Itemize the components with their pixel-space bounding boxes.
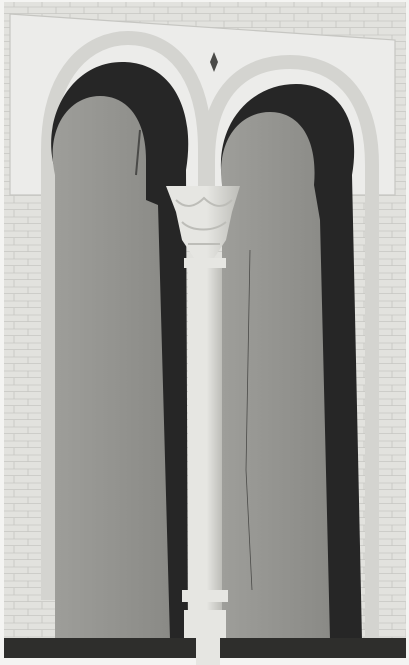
column-shaft [188,258,222,638]
column-base-ring [182,590,228,602]
column-base [184,610,226,638]
